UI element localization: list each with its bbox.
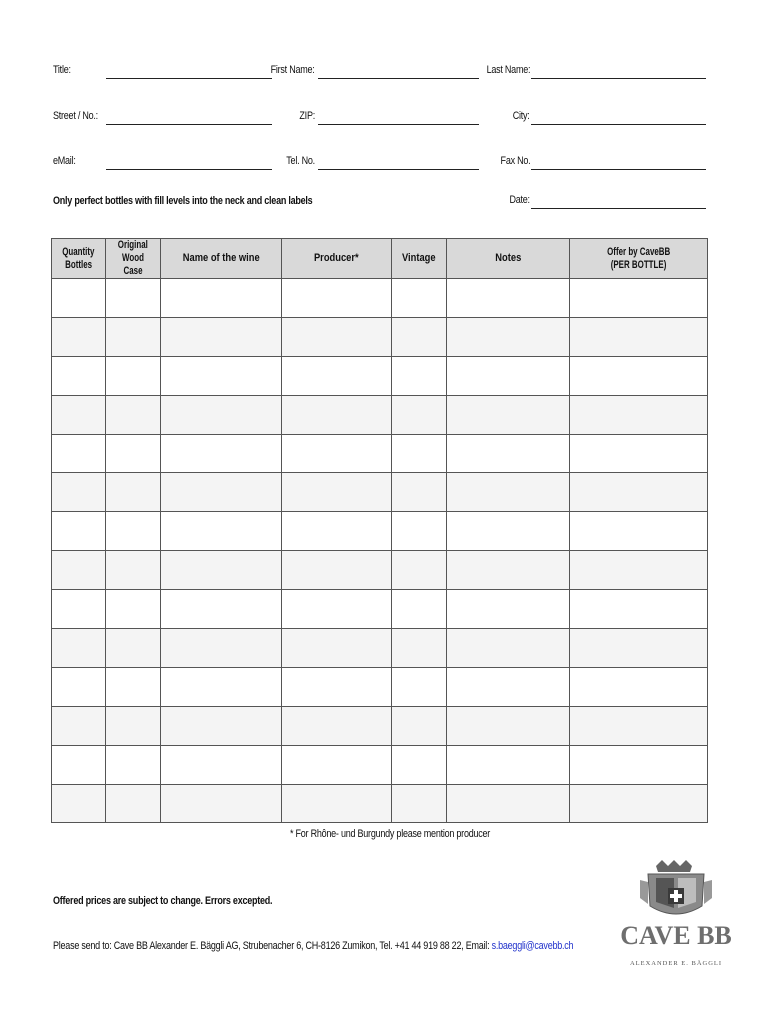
vintage-cell[interactable]: [392, 356, 447, 395]
vintage-cell[interactable]: [392, 395, 447, 434]
table-header-row: [52, 239, 708, 279]
tel-field[interactable]: [318, 169, 479, 170]
offer-cell[interactable]: [570, 512, 708, 551]
producer-cell[interactable]: [282, 784, 392, 823]
header-notes: Notes: [447, 239, 570, 279]
email-label: eMail:: [53, 155, 76, 167]
offer-cell[interactable]: [570, 745, 708, 784]
producer-cell[interactable]: [282, 667, 392, 706]
wine-name-cell[interactable]: [161, 745, 282, 784]
notes-cell[interactable]: [447, 279, 570, 318]
producer-cell[interactable]: [282, 551, 392, 590]
street-label: Street / No.:: [53, 110, 98, 122]
producer-cell[interactable]: [282, 434, 392, 473]
email-field[interactable]: [106, 169, 272, 170]
wood-case-cell[interactable]: [106, 512, 161, 551]
table-row: [52, 395, 708, 434]
wine-name-cell[interactable]: [161, 784, 282, 823]
table-row: [52, 356, 708, 395]
send-to-text: Please send to: Cave BB Alexander E. Bäggli AG, Strubenacher 6, CH-8126 Zumikon, Tel. +41 44 919 88 22, Email:: [53, 940, 492, 952]
street-field[interactable]: [106, 124, 272, 125]
table-row: [52, 629, 708, 668]
producer-cell[interactable]: [282, 279, 392, 318]
notes-cell[interactable]: [447, 434, 570, 473]
vintage-cell[interactable]: [392, 279, 447, 318]
wine-name-cell[interactable]: [161, 590, 282, 629]
notes-cell[interactable]: [447, 317, 570, 356]
notes-cell[interactable]: [447, 629, 570, 668]
wood-case-cell[interactable]: [106, 395, 161, 434]
notes-cell[interactable]: [447, 356, 570, 395]
wood-case-cell[interactable]: [106, 706, 161, 745]
table-row: [52, 434, 708, 473]
logo-name: CAVE BB: [620, 921, 732, 950]
offer-cell[interactable]: [570, 279, 708, 318]
vintage-cell[interactable]: [392, 434, 447, 473]
offer-cell[interactable]: [570, 317, 708, 356]
wood-case-cell[interactable]: [106, 434, 161, 473]
first-name-label: First Name:: [271, 64, 315, 76]
table-row: [52, 667, 708, 706]
offer-cell[interactable]: [570, 629, 708, 668]
quantity-cell[interactable]: [52, 667, 106, 706]
producer-cell[interactable]: [282, 512, 392, 551]
quantity-cell[interactable]: [52, 279, 106, 318]
vintage-cell[interactable]: [392, 317, 447, 356]
vintage-cell[interactable]: [392, 590, 447, 629]
header-producer: Producer*: [282, 239, 392, 279]
quantity-cell[interactable]: [52, 551, 106, 590]
table-row: [52, 473, 708, 512]
wine-name-cell[interactable]: [161, 512, 282, 551]
date-field[interactable]: [531, 208, 706, 209]
notes-cell[interactable]: [447, 395, 570, 434]
wine-name-cell[interactable]: [161, 434, 282, 473]
notes-cell[interactable]: [447, 667, 570, 706]
offer-cell[interactable]: [570, 706, 708, 745]
price-disclaimer: Offered prices are subject to change. Errors excepted.: [53, 895, 273, 907]
producer-cell[interactable]: [282, 590, 392, 629]
last-name-label: Last Name:: [486, 64, 530, 76]
notes-cell[interactable]: [447, 706, 570, 745]
wine-name-cell[interactable]: [161, 667, 282, 706]
producer-cell[interactable]: [282, 706, 392, 745]
producer-cell[interactable]: [282, 629, 392, 668]
table-row: [52, 706, 708, 745]
vintage-cell[interactable]: [392, 512, 447, 551]
header-vintage: Vintage: [392, 239, 447, 279]
quantity-cell[interactable]: [52, 706, 106, 745]
send-to-line: [53, 940, 573, 952]
crest-icon: [620, 858, 732, 970]
title-field[interactable]: [106, 78, 272, 79]
header-quantity: Quantity Bottles: [52, 239, 106, 279]
vintage-cell[interactable]: [392, 667, 447, 706]
table-row: [52, 551, 708, 590]
notes-cell[interactable]: [447, 745, 570, 784]
producer-cell[interactable]: [282, 473, 392, 512]
wood-case-cell[interactable]: [106, 784, 161, 823]
table-row: [52, 745, 708, 784]
offer-cell[interactable]: [570, 473, 708, 512]
vintage-cell[interactable]: [392, 706, 447, 745]
wood-case-cell[interactable]: [106, 279, 161, 318]
producer-cell[interactable]: [282, 745, 392, 784]
vintage-cell[interactable]: [392, 473, 447, 512]
vintage-cell[interactable]: [392, 629, 447, 668]
bottle-notice: Only perfect bottles with fill levels into the neck and clean labels: [53, 195, 313, 207]
quantity-cell[interactable]: [52, 434, 106, 473]
date-label: Date:: [509, 194, 530, 206]
table-row: [52, 590, 708, 629]
quantity-cell[interactable]: [52, 512, 106, 551]
quantity-cell[interactable]: [52, 317, 106, 356]
vintage-cell[interactable]: [392, 551, 447, 590]
notes-cell[interactable]: [447, 551, 570, 590]
offer-cell[interactable]: [570, 434, 708, 473]
quantity-cell[interactable]: [52, 395, 106, 434]
producer-cell[interactable]: [282, 317, 392, 356]
wood-case-cell[interactable]: [106, 317, 161, 356]
vintage-cell[interactable]: [392, 745, 447, 784]
wood-case-cell[interactable]: [106, 356, 161, 395]
offer-cell[interactable]: [570, 667, 708, 706]
wood-case-cell[interactable]: [106, 590, 161, 629]
tel-label: Tel. No.: [286, 155, 315, 167]
offer-cell[interactable]: [570, 784, 708, 823]
notes-cell[interactable]: [447, 784, 570, 823]
wood-case-cell[interactable]: [106, 629, 161, 668]
producer-footnote: * For Rhône- und Burgundy please mention producer: [290, 828, 491, 840]
city-label: City:: [513, 110, 530, 122]
header-wood-case: Original Wood Case: [106, 239, 161, 279]
wine-name-cell[interactable]: [161, 706, 282, 745]
quantity-cell[interactable]: [52, 629, 106, 668]
notes-cell[interactable]: [447, 590, 570, 629]
wood-case-cell[interactable]: [106, 473, 161, 512]
wine-name-cell[interactable]: [161, 551, 282, 590]
offer-cell[interactable]: [570, 590, 708, 629]
table-row: [52, 512, 708, 551]
fax-label: Fax No.: [500, 155, 530, 167]
quantity-cell[interactable]: [52, 473, 106, 512]
wine-name-cell[interactable]: [161, 317, 282, 356]
fax-field[interactable]: [531, 169, 706, 170]
wine-name-cell[interactable]: [161, 629, 282, 668]
offer-cell[interactable]: [570, 551, 708, 590]
quantity-cell[interactable]: [52, 356, 106, 395]
notes-cell[interactable]: [447, 512, 570, 551]
producer-cell[interactable]: [282, 395, 392, 434]
table-row: [52, 784, 708, 823]
header-offer: Offer by CaveBB (PER BOTTLE): [570, 239, 708, 279]
logo-subline: ALEXANDER E. BÄGGLI: [629, 960, 723, 967]
quantity-cell[interactable]: [52, 590, 106, 629]
offer-cell[interactable]: [570, 356, 708, 395]
order-table: [51, 238, 708, 823]
wine-name-cell[interactable]: [161, 395, 282, 434]
city-field[interactable]: [531, 124, 706, 125]
table-row: [52, 279, 708, 318]
cavebb-logo: [620, 858, 732, 970]
producer-cell[interactable]: [282, 356, 392, 395]
contact-email-link[interactable]: s.baeggli@cavebb.ch: [491, 940, 574, 952]
quantity-cell[interactable]: [52, 784, 106, 823]
wood-case-cell[interactable]: [106, 745, 161, 784]
wood-case-cell[interactable]: [106, 667, 161, 706]
quantity-cell[interactable]: [52, 745, 106, 784]
last-name-field[interactable]: [531, 78, 706, 79]
zip-label: ZIP:: [299, 110, 315, 122]
table-row: [52, 317, 708, 356]
notes-cell[interactable]: [447, 473, 570, 512]
zip-field[interactable]: [318, 124, 479, 125]
wine-name-cell[interactable]: [161, 473, 282, 512]
first-name-field[interactable]: [318, 78, 479, 79]
wood-case-cell[interactable]: [106, 551, 161, 590]
wine-name-cell[interactable]: [161, 279, 282, 318]
title-label: Title:: [53, 64, 71, 76]
vintage-cell[interactable]: [392, 784, 447, 823]
wine-name-cell[interactable]: [161, 356, 282, 395]
header-wine-name: Name of the wine: [161, 239, 282, 279]
offer-cell[interactable]: [570, 395, 708, 434]
